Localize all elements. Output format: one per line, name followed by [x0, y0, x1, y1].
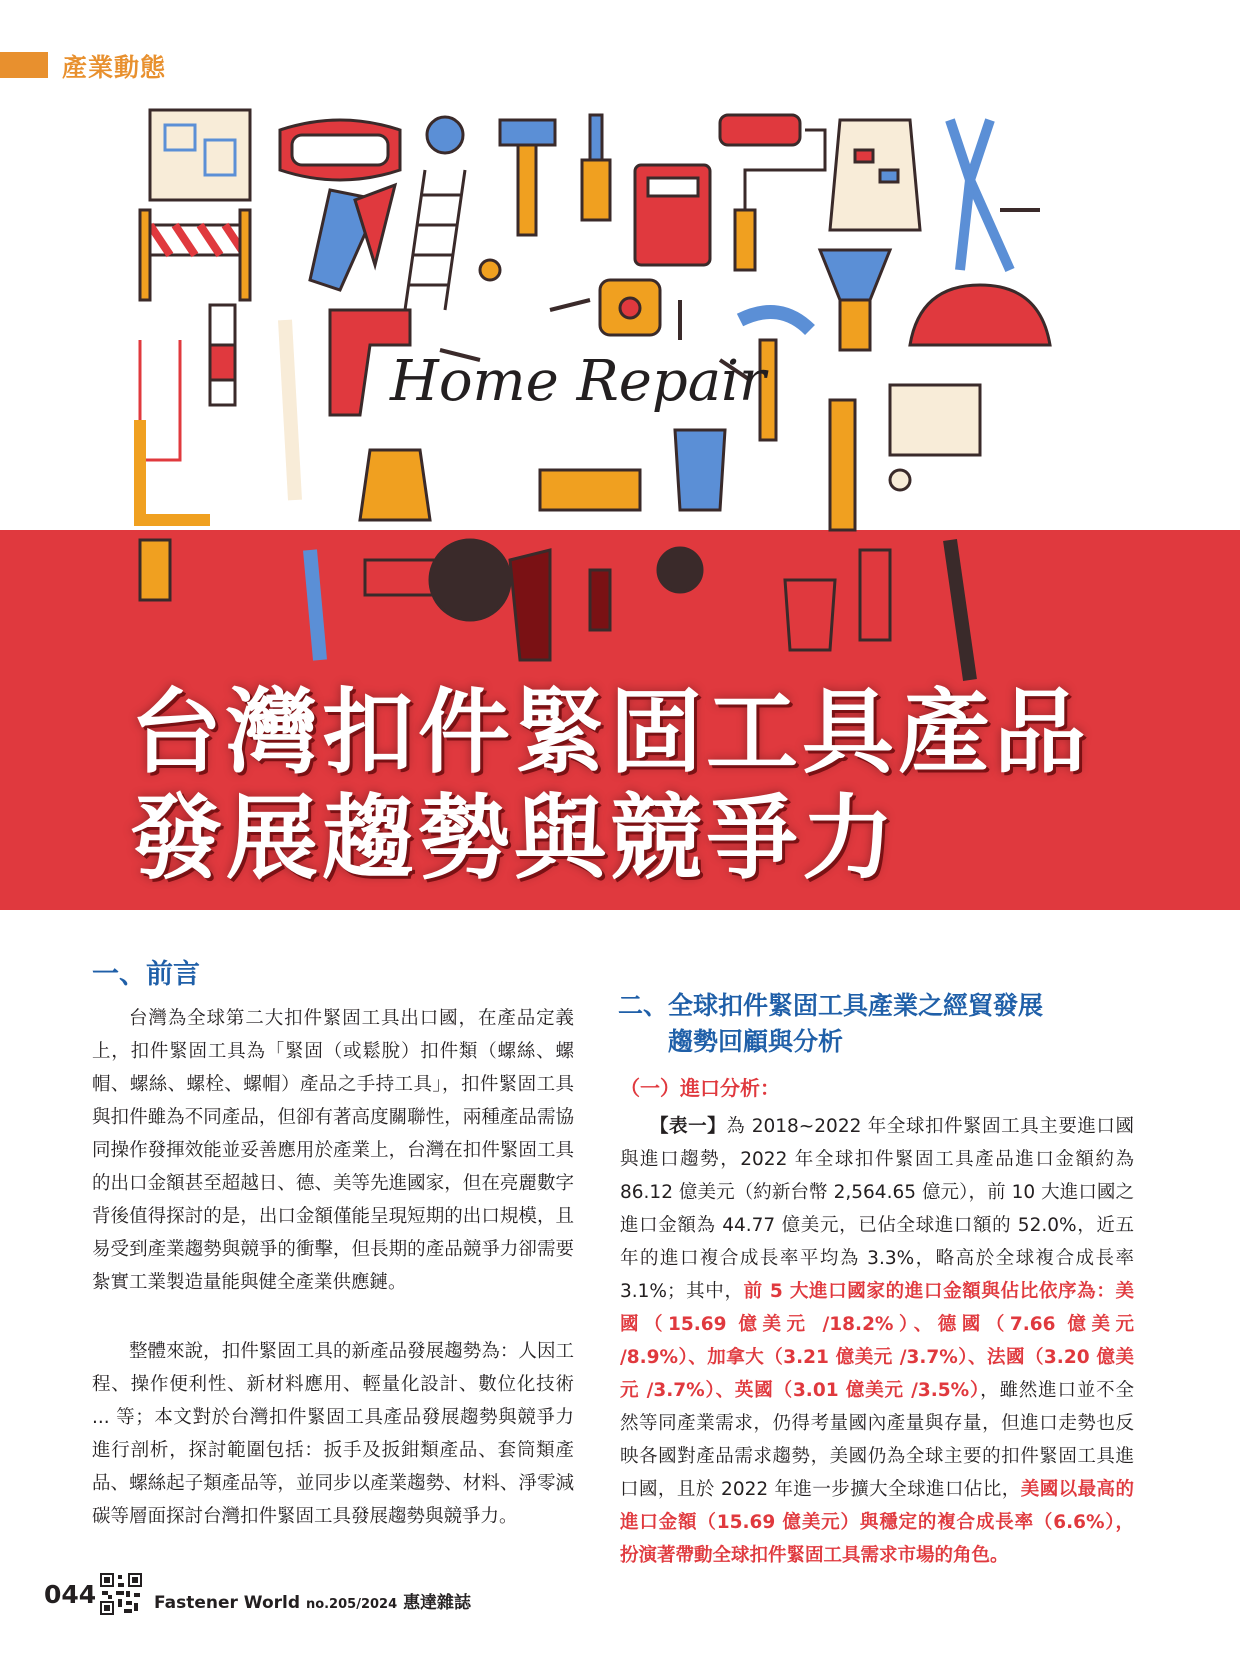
global-heading	[618, 988, 1178, 1060]
magazine-name-cn: 惠達雜誌	[403, 1593, 472, 1613]
home-repair-text: Home Repair	[390, 349, 766, 414]
article-title	[130, 680, 1090, 892]
global-heading-line-2: 趨勢回顧與分析	[668, 1027, 844, 1056]
hero-illustration	[120, 100, 1080, 540]
intro-paragraph-2: 整體來說，扣件緊固工具的新產品發展趨勢為：人因工程、操作便利性、新材料應用、輕量化設計、數位化技術 ... 等；本文對於台灣扣件緊固工具產品發展趨勢與競爭力進行剖析，探討範圍包括：扳手及扳鉗類產品、套筒類產品、螺絲起子類產品等，並同步以產業趨勢、材料、淨零減碳等層面探討台灣扣件緊固工具發展趨勢與競爭力。	[92, 1341, 574, 1527]
import-paragraph	[620, 1110, 1134, 1572]
import-text-a: 為 2018~2022 年全球扣件緊固工具主要進口國與進口趨勢，2022 年全球扣件緊固工具產品進口金額約為 86.12 億美元（約新台幣 2,564.65 億元），前 10 大進口國之進口金額為 44.77 億美元，已佔全球進口額的 52.0%，近五年的進口複合成長率平均為 3.3%，略高於全球複合成長率 3.1%；其中，	[620, 1116, 1134, 1302]
section-marker	[0, 52, 48, 78]
import-highlight-a: 前 5 大進口國家的進口金額與佔比依序為：美國（15.69 億美元 /18.2%）、德國（7.66 億美元 /8.9%）、加拿大（3.21 億美元 /3.7%）、法國（3.20 億美元 /3.7%）、英國（3.01 億美元 /3.5%）	[620, 1281, 1134, 1401]
global-heading-line-1: 二、全球扣件緊固工具產業之經貿發展	[618, 991, 1044, 1020]
title-line-1: 台灣扣件緊固工具產品	[130, 679, 1091, 786]
title-line-2: 發展趨勢與競爭力	[130, 785, 899, 892]
intro-heading: 一、前言	[92, 959, 200, 990]
issue-number: no.205/2024	[305, 1597, 398, 1612]
section-label: 產業動態	[62, 53, 167, 82]
table-reference: 【表一】	[650, 1116, 727, 1137]
import-subheading: （一）進口分析：	[620, 1076, 780, 1100]
magazine-name: Fastener World	[154, 1593, 301, 1613]
import-highlight-b: 美國以最高的進口金額（15.69 億美元）與穩定的複合成長率（6.6%），扮演著帶動全球扣件緊固工具需求市場的角色。	[620, 1479, 1134, 1566]
hero-illustration-lower	[120, 530, 1080, 690]
qr-code-icon[interactable]	[100, 1573, 142, 1615]
intro-paragraph-1: 台灣為全球第二大扣件緊固工具出口國，在產品定義上，扣件緊固工具為「緊固（或鬆脫）扣件類（螺絲、螺帽、螺絲、螺栓、螺帽）產品之手持工具」，扣件緊固工具與扣件雖為不同產品，但卻有著高度關聯性，兩種產品需協同操作發揮效能並妥善應用於產業上，台灣在扣件緊固工具的出口金額甚至超越日、德、美等先進國家，但在亮麗數字背後值得探討的是，出口金額僅能呈現短期的出口規模，且易受到產業趨勢與競爭的衝擊，但長期的產品競爭力卻需要紮實工業製造量能與健全產業供應鏈。	[92, 1008, 574, 1293]
import-text-b: ，雖然進口並不全然等同產業需求，仍得考量國內產量與存量，但進口走勢也反映各國對產品需求趨勢，美國仍為全球主要的扣件緊固工具進口國，且於 2022 年進一步擴大全球進口佔比，	[620, 1380, 1134, 1500]
footer-magazine	[154, 1588, 471, 1613]
page-number: 044	[44, 1580, 97, 1609]
